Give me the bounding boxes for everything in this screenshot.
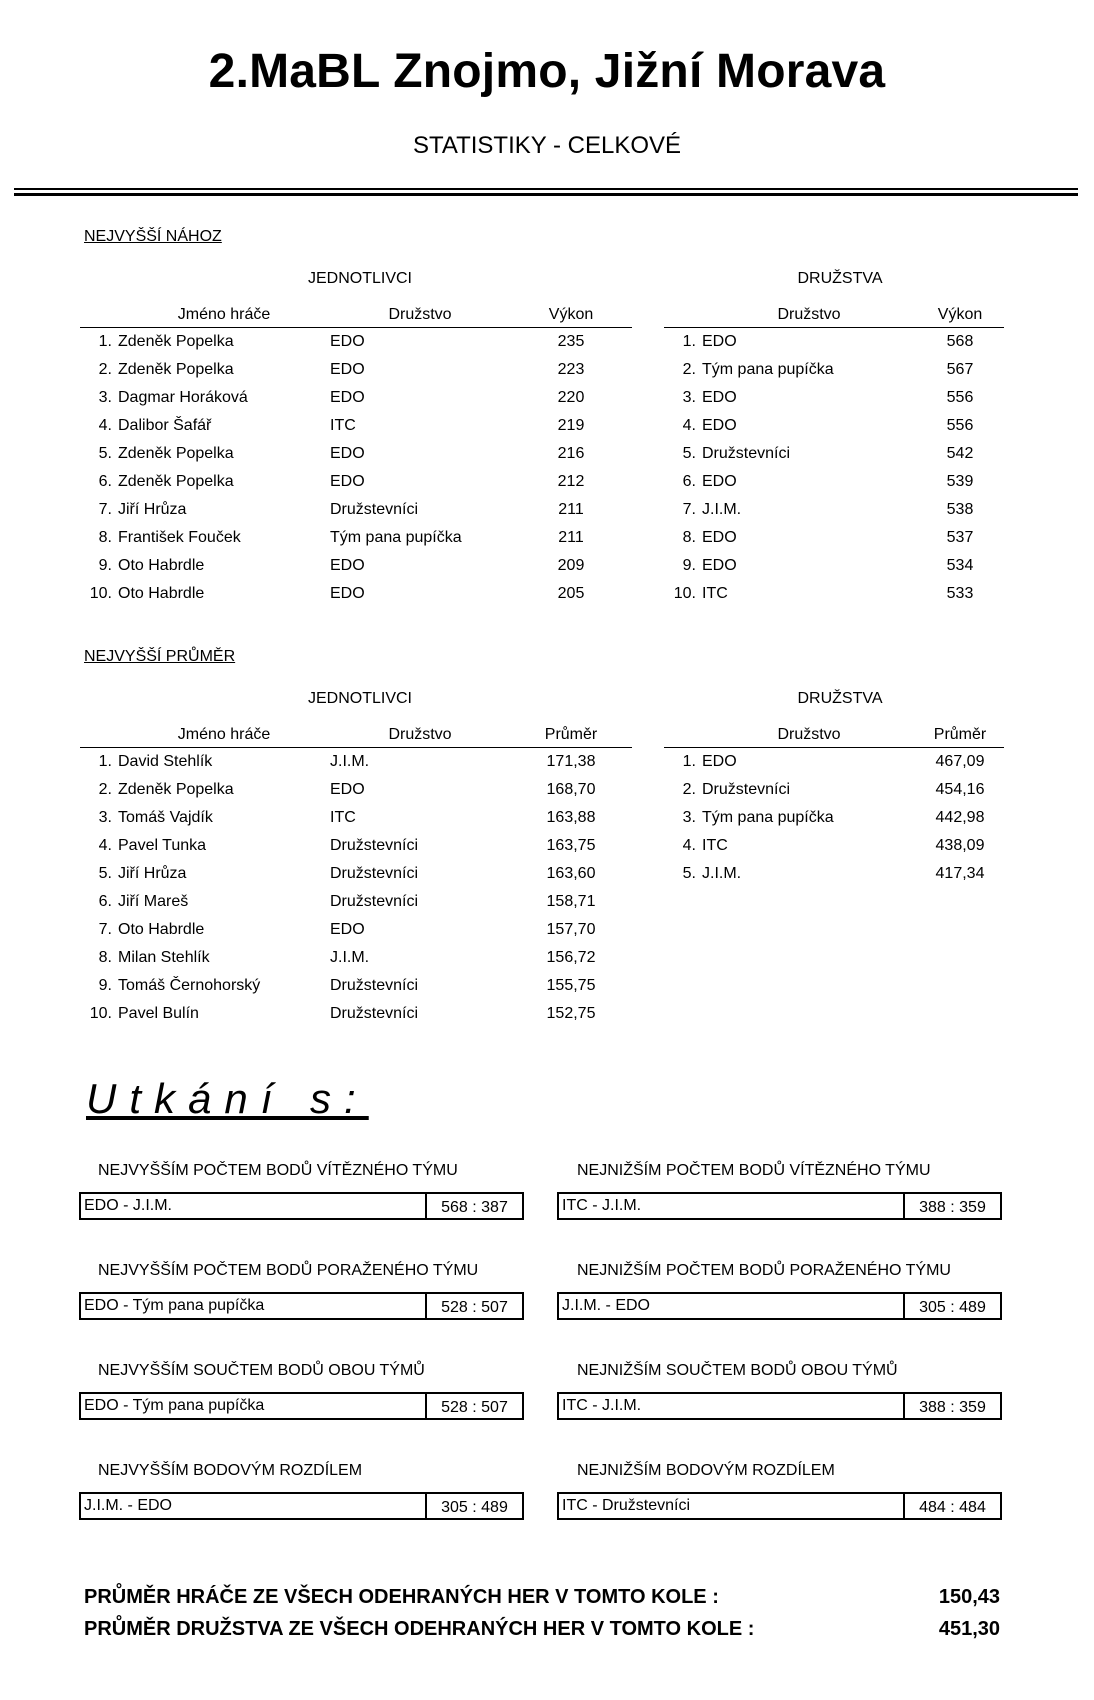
team-cell: EDO — [702, 333, 737, 350]
caption-individuals-prumer: JEDNOTLIVCI — [307, 690, 412, 707]
team-cell: Družstevníci — [330, 501, 419, 518]
team-cell: J.I.M. — [330, 753, 370, 770]
player-name-cell: Pavel Bulín — [118, 1005, 199, 1022]
table-row — [80, 384, 632, 412]
player-name-cell: Dalibor Šafář — [118, 417, 212, 434]
rank-cell: 2. — [682, 781, 696, 798]
rank-cell: 8. — [98, 529, 112, 546]
table-row — [80, 804, 632, 832]
team-cell: Družstevníci — [330, 893, 419, 910]
team-cell: EDO — [330, 781, 365, 798]
team-cell: Tým pana pupíčka — [702, 809, 834, 826]
rank-cell: 2. — [98, 361, 112, 378]
table-row — [80, 888, 632, 916]
table-row — [80, 1000, 632, 1028]
rank-cell: 4. — [98, 417, 112, 434]
rank-cell: 6. — [682, 473, 696, 490]
team-cell: J.I.M. — [702, 865, 742, 882]
table-row — [80, 944, 632, 972]
table-row — [80, 496, 632, 524]
value-cell: 438,09 — [935, 837, 985, 854]
header-rank — [80, 720, 118, 748]
value-cell: 556 — [946, 389, 974, 406]
player-name-cell: Milan Stehlík — [118, 949, 210, 966]
value-cell: 538 — [946, 501, 974, 518]
section-heading-prumer: NEJVYŠŠÍ PRŮMĚR — [84, 648, 236, 665]
match-box-highest-diff — [79, 1492, 524, 1520]
table-row — [664, 440, 1004, 468]
rank-cell: 9. — [98, 557, 112, 574]
header-divider-top — [14, 188, 1078, 190]
team-cell: EDO — [702, 529, 737, 546]
page-title: 2.MaBL Znojmo, Jižní Morava — [208, 45, 886, 98]
match-box-highest-loser — [79, 1292, 524, 1320]
value-cell: 568 — [946, 333, 974, 350]
table-row — [664, 860, 1004, 888]
table-row — [80, 412, 632, 440]
table-row — [664, 328, 1004, 357]
player-name-cell: Tomáš Vajdík — [118, 809, 213, 826]
table-row — [80, 468, 632, 496]
rank-cell: 3. — [682, 389, 696, 406]
value-cell: 163,75 — [546, 837, 596, 854]
match-teams: EDO - Tým pana pupíčka — [81, 1394, 427, 1418]
team-cell: ITC — [330, 809, 356, 826]
caption-teams-prumer: DRUŽSTVA — [797, 690, 883, 707]
summary-player-label: PRŮMĚR HRÁČE ZE VŠECH ODEHRANÝCH HER V TOMTO KOLE : — [84, 1586, 719, 1608]
caption-individuals-nahoz: JEDNOTLIVCI — [307, 270, 412, 287]
match-score: 305 : 489 — [919, 1299, 986, 1316]
value-cell: 542 — [946, 445, 974, 462]
rank-cell: 7. — [98, 501, 112, 518]
player-name-cell: Jiří Mareš — [118, 893, 189, 910]
value-cell: 539 — [946, 473, 974, 490]
page-subtitle: STATISTIKY - CELKOVÉ — [412, 132, 682, 159]
value-cell: 417,34 — [935, 865, 985, 882]
rank-cell: 3. — [98, 389, 112, 406]
rank-cell: 7. — [682, 501, 696, 518]
table-row — [80, 832, 632, 860]
header-rank — [80, 300, 118, 328]
value-cell: 171,38 — [546, 753, 596, 770]
rank-cell: 7. — [98, 921, 112, 938]
match-label-highest-winner: NEJVYŠŠÍM POČTEM BODŮ VÍTĚZNÉHO TÝMU — [98, 1162, 458, 1179]
table-row — [664, 552, 1004, 580]
table-teams-nahoz — [664, 300, 1004, 608]
team-cell: EDO — [330, 361, 365, 378]
team-cell: EDO — [702, 473, 737, 490]
value-cell: 534 — [946, 557, 974, 574]
rank-cell: 9. — [682, 557, 696, 574]
match-label-lowest-sum: NEJNIŽŠÍM SOUČTEM BODŮ OBOU TÝMŮ — [577, 1362, 898, 1379]
table-row — [664, 832, 1004, 860]
team-cell: Tým pana pupíčka — [702, 361, 834, 378]
match-teams: EDO - J.I.M. — [81, 1194, 427, 1218]
table-row — [80, 748, 632, 777]
match-box-highest-sum — [79, 1392, 524, 1420]
table-individuals-nahoz — [80, 300, 632, 608]
table-header-row — [80, 300, 632, 328]
table-row — [80, 356, 632, 384]
match-teams: ITC - J.I.M. — [559, 1194, 905, 1218]
rank-cell: 5. — [98, 865, 112, 882]
match-box-lowest-winner — [557, 1192, 1002, 1220]
section-heading-nahoz: NEJVYŠŠÍ NÁHOZ — [84, 228, 222, 245]
match-teams: J.I.M. - EDO — [559, 1294, 905, 1318]
rank-cell: 3. — [98, 809, 112, 826]
table-row — [80, 972, 632, 1000]
summary-team-label: PRŮMĚR DRUŽSTVA ZE VŠECH ODEHRANÝCH HER V TOMTO KOLE : — [84, 1618, 755, 1640]
value-cell: 205 — [557, 585, 585, 602]
team-cell: Družstevníci — [330, 865, 419, 882]
team-cell: EDO — [330, 333, 365, 350]
team-cell: EDO — [702, 389, 737, 406]
header-rank — [664, 300, 702, 328]
rank-cell: 10. — [673, 585, 696, 602]
value-cell: 163,88 — [546, 809, 596, 826]
team-cell: Družstevníci — [702, 781, 791, 798]
value-cell: 211 — [558, 501, 584, 518]
rank-cell: 1. — [98, 753, 112, 770]
table-row — [80, 328, 632, 357]
player-name-cell: Zdeněk Popelka — [118, 473, 234, 490]
player-name-cell: Zdeněk Popelka — [118, 781, 234, 798]
header-team: Družstvo — [702, 300, 916, 328]
team-cell: EDO — [330, 445, 365, 462]
match-label-lowest-winner: NEJNIŽŠÍM POČTEM BODŮ VÍTĚZNÉHO TÝMU — [577, 1162, 931, 1179]
value-cell: 216 — [557, 445, 585, 462]
team-cell: Družstevníci — [702, 445, 791, 462]
rank-cell: 2. — [682, 361, 696, 378]
match-box-lowest-sum — [557, 1392, 1002, 1420]
match-box-lowest-loser — [557, 1292, 1002, 1320]
caption-teams-nahoz: DRUŽSTVA — [797, 270, 883, 287]
match-score: 528 : 507 — [441, 1299, 508, 1316]
match-score: 528 : 507 — [441, 1399, 508, 1416]
value-cell: 537 — [946, 529, 974, 546]
header-player-name: Jméno hráče — [118, 300, 330, 328]
value-cell: 442,98 — [935, 809, 985, 826]
player-name-cell: Dagmar Horáková — [118, 389, 248, 406]
player-name-cell: Oto Habrdle — [118, 921, 205, 938]
rank-cell: 6. — [98, 473, 112, 490]
player-name-cell: Oto Habrdle — [118, 557, 205, 574]
match-score: 388 : 359 — [919, 1399, 986, 1416]
match-score: 305 : 489 — [441, 1499, 508, 1516]
team-cell: EDO — [330, 557, 365, 574]
header-rank — [664, 720, 702, 748]
table-teams-prumer — [664, 720, 1004, 888]
header-value: Průměr — [510, 720, 632, 748]
match-teams: EDO - Tým pana pupíčka — [81, 1294, 427, 1318]
value-cell: 567 — [946, 361, 974, 378]
match-box-highest-winner — [79, 1192, 524, 1220]
team-cell: Družstevníci — [330, 837, 419, 854]
table-header-row — [664, 720, 1004, 748]
value-cell: 212 — [557, 473, 585, 490]
summary-player-value: 150,43 — [938, 1586, 1000, 1608]
match-score: 568 : 387 — [441, 1199, 508, 1216]
rank-cell: 10. — [89, 585, 112, 602]
table-individuals-prumer — [80, 720, 632, 1028]
team-cell: ITC — [330, 417, 356, 434]
table-header-row — [80, 720, 632, 748]
match-teams: ITC - Družstevníci — [559, 1494, 905, 1518]
value-cell: 163,60 — [546, 865, 596, 882]
table-row — [664, 468, 1004, 496]
rank-cell: 6. — [98, 893, 112, 910]
match-label-lowest-loser: NEJNIŽŠÍM POČTEM BODŮ PORAŽENÉHO TÝMU — [577, 1262, 951, 1279]
header-team: Družstvo — [330, 300, 510, 328]
table-row — [80, 860, 632, 888]
value-cell: 533 — [946, 585, 974, 602]
value-cell: 156,72 — [546, 949, 596, 966]
value-cell: 211 — [558, 529, 584, 546]
team-cell: EDO — [702, 753, 737, 770]
match-score: 484 : 484 — [919, 1499, 986, 1516]
rank-cell: 1. — [682, 333, 696, 350]
rank-cell: 5. — [682, 445, 696, 462]
value-cell: 467,09 — [935, 753, 985, 770]
team-cell: ITC — [702, 585, 728, 602]
rank-cell: 2. — [98, 781, 112, 798]
value-cell: 152,75 — [546, 1005, 596, 1022]
value-cell: 219 — [557, 417, 585, 434]
team-cell: EDO — [330, 473, 365, 490]
match-box-lowest-diff — [557, 1492, 1002, 1520]
rank-cell: 10. — [89, 1005, 112, 1022]
table-row — [80, 440, 632, 468]
rank-cell: 8. — [682, 529, 696, 546]
table-row — [664, 496, 1004, 524]
rank-cell: 5. — [98, 445, 112, 462]
team-cell: EDO — [330, 585, 365, 602]
team-cell: EDO — [702, 557, 737, 574]
team-cell: J.I.M. — [702, 501, 742, 518]
team-cell: Družstevníci — [330, 1005, 419, 1022]
rank-cell: 1. — [682, 753, 696, 770]
table-row — [664, 524, 1004, 552]
table-header-row — [664, 300, 1004, 328]
value-cell: 157,70 — [546, 921, 596, 938]
player-name-cell: Tomáš Černohorský — [118, 977, 261, 994]
player-name-cell: Jiří Hrůza — [118, 501, 187, 518]
team-cell: EDO — [330, 921, 365, 938]
match-label-highest-loser: NEJVYŠŠÍM POČTEM BODŮ PORAŽENÉHO TÝMU — [98, 1262, 479, 1279]
table-row — [664, 776, 1004, 804]
value-cell: 158,71 — [546, 893, 596, 910]
table-row — [80, 580, 632, 608]
header-team: Družstvo — [702, 720, 916, 748]
header-player-name: Jméno hráče — [118, 720, 330, 748]
team-cell: Tým pana pupíčka — [330, 529, 462, 546]
table-row — [80, 916, 632, 944]
team-cell: ITC — [702, 837, 728, 854]
table-row — [80, 776, 632, 804]
value-cell: 235 — [557, 333, 585, 350]
team-cell: EDO — [330, 389, 365, 406]
rank-cell: 3. — [682, 809, 696, 826]
header-value: Výkon — [510, 300, 632, 328]
match-label-highest-diff: NEJVYŠŠÍM BODOVÝM ROZDÍLEM — [98, 1462, 363, 1479]
summary-team-value: 451,30 — [938, 1618, 1000, 1640]
table-row — [664, 580, 1004, 608]
matches-heading: Utkání s: — [86, 1075, 369, 1122]
team-cell: EDO — [702, 417, 737, 434]
table-row — [664, 748, 1004, 777]
rank-cell: 4. — [682, 417, 696, 434]
player-name-cell: Zdeněk Popelka — [118, 361, 234, 378]
match-score: 388 : 359 — [919, 1199, 986, 1216]
table-row — [664, 412, 1004, 440]
rank-cell: 5. — [682, 865, 696, 882]
table-row — [80, 552, 632, 580]
value-cell: 454,16 — [935, 781, 985, 798]
match-teams: ITC - J.I.M. — [559, 1394, 905, 1418]
header-value: Výkon — [916, 300, 1004, 328]
rank-cell: 9. — [98, 977, 112, 994]
header-value: Průměr — [916, 720, 1004, 748]
player-name-cell: František Fouček — [118, 529, 241, 546]
header-team: Družstvo — [330, 720, 510, 748]
rank-cell: 8. — [98, 949, 112, 966]
rank-cell: 4. — [98, 837, 112, 854]
match-label-lowest-diff: NEJNIŽŠÍM BODOVÝM ROZDÍLEM — [577, 1462, 835, 1479]
player-name-cell: Zdeněk Popelka — [118, 333, 234, 350]
match-teams: J.I.M. - EDO — [81, 1494, 427, 1518]
player-name-cell: David Stehlík — [118, 753, 213, 770]
table-row — [664, 804, 1004, 832]
value-cell: 209 — [557, 557, 585, 574]
match-label-highest-sum: NEJVYŠŠÍM SOUČTEM BODŮ OBOU TÝMŮ — [98, 1362, 425, 1379]
team-cell: Družstevníci — [330, 977, 419, 994]
rank-cell: 4. — [682, 837, 696, 854]
player-name-cell: Oto Habrdle — [118, 585, 205, 602]
value-cell: 155,75 — [546, 977, 596, 994]
value-cell: 556 — [946, 417, 974, 434]
player-name-cell: Zdeněk Popelka — [118, 445, 234, 462]
value-cell: 223 — [557, 361, 585, 378]
player-name-cell: Pavel Tunka — [118, 837, 207, 854]
value-cell: 168,70 — [546, 781, 596, 798]
table-row — [664, 384, 1004, 412]
header-divider-bottom — [14, 193, 1078, 196]
table-row — [664, 356, 1004, 384]
player-name-cell: Jiří Hrůza — [118, 865, 187, 882]
team-cell: J.I.M. — [330, 949, 370, 966]
value-cell: 220 — [557, 389, 585, 406]
rank-cell: 1. — [98, 333, 112, 350]
table-row — [80, 524, 632, 552]
